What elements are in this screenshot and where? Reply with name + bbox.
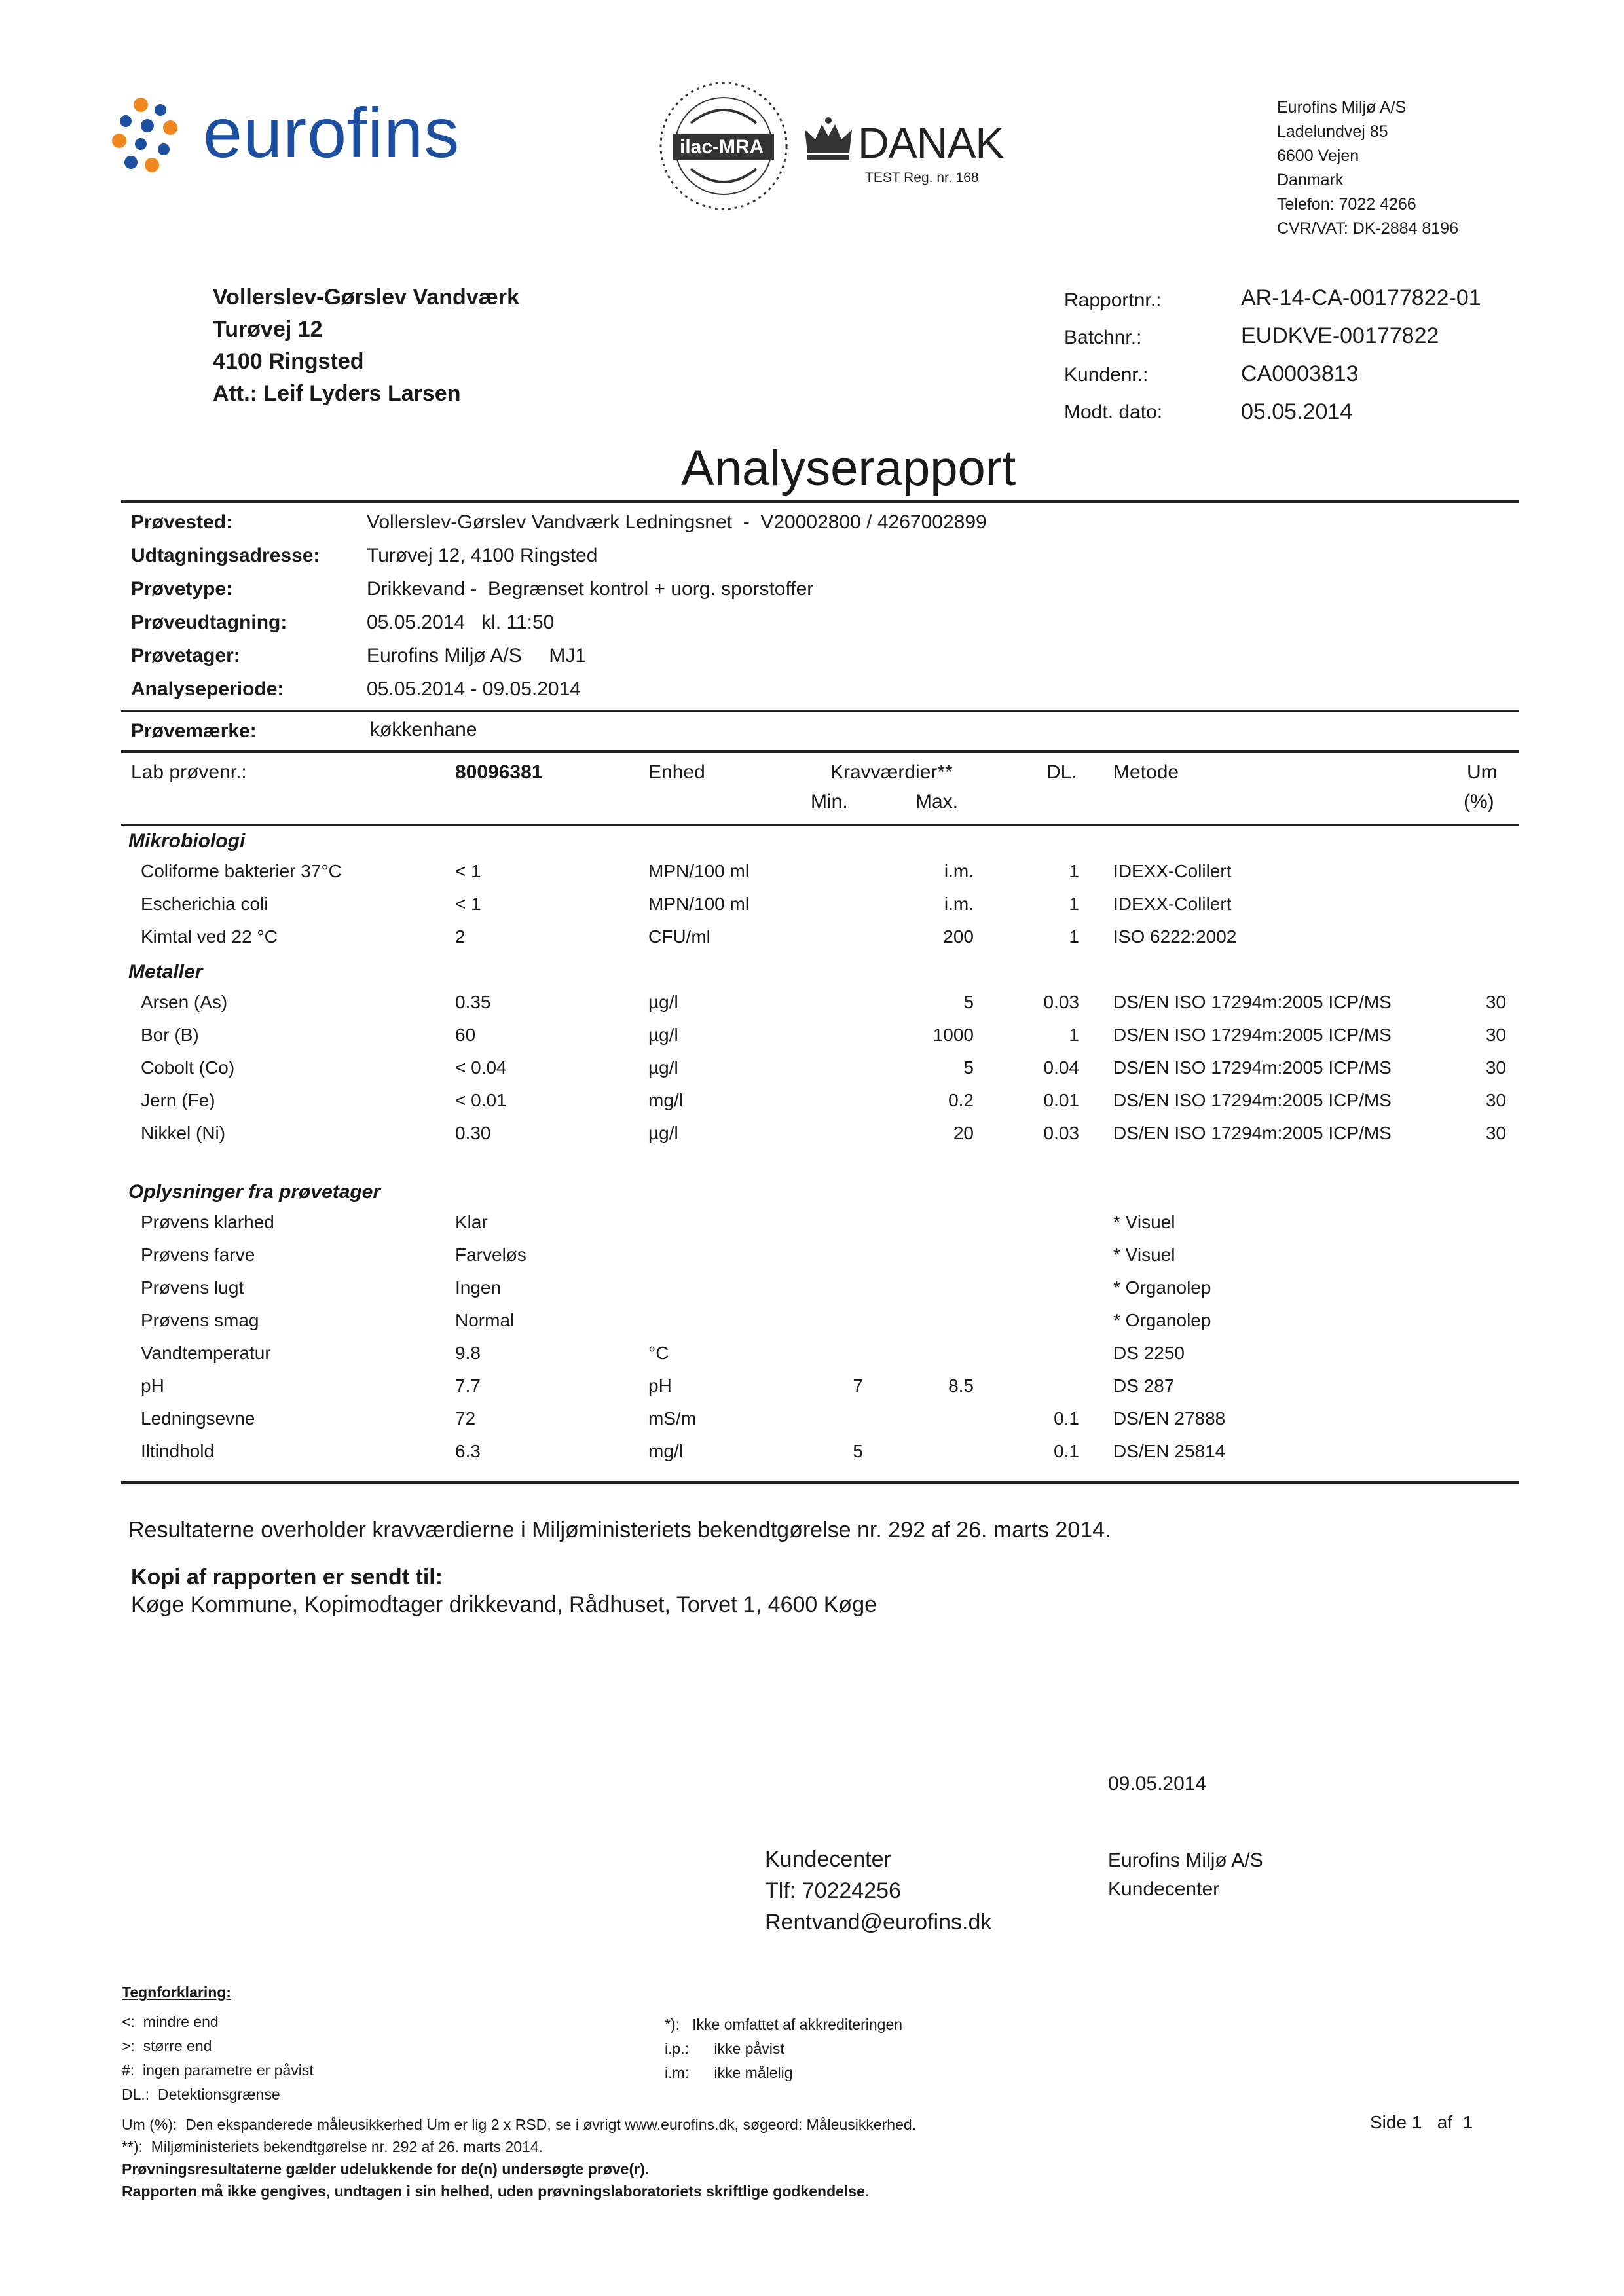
col-um-percent: (%) <box>1464 791 1494 812</box>
cell-name: Jern (Fe) <box>141 1090 215 1110</box>
contact-line: Kundecenter <box>765 1847 891 1872</box>
legend-title: Tegnforklaring: <box>122 1984 231 2001</box>
divider <box>121 710 1519 712</box>
cell-dl: 1 <box>1069 894 1079 914</box>
copy-recipients: Køge Kommune, Kopimodtager drikkevand, Rådhuset, Torvet 1, 4600 Køge <box>131 1592 877 1617</box>
cell-unit: pH <box>648 1376 672 1396</box>
page-number: Side 1 af 1 <box>1370 2112 1473 2132</box>
info-label: Prøvetype: <box>131 578 233 600</box>
received-date: 05.05.2014 <box>1241 399 1353 424</box>
cell-unit: µg/l <box>648 1057 678 1078</box>
company-line: Telefon: 7022 4266 <box>1277 195 1416 213</box>
cell-name: Bor (B) <box>141 1025 199 1045</box>
cell-value: < 0.01 <box>455 1090 507 1110</box>
cell-dl: 1 <box>1069 861 1079 881</box>
copy-title: Kopi af rapporten er sendt til: <box>131 1565 443 1590</box>
cell-dl: 0.01 <box>1043 1090 1079 1110</box>
cell-max: 0.2 <box>948 1090 974 1110</box>
cell-dl: 1 <box>1069 926 1079 947</box>
cell-name: Prøvens lugt <box>141 1277 244 1298</box>
cell-name: Escherichia coli <box>141 894 268 914</box>
cell-value: Farveløs <box>455 1245 526 1265</box>
cell-um: 30 <box>1485 1025 1506 1045</box>
recipient-line: Vollerslev-Gørslev Vandværk <box>213 285 520 310</box>
divider <box>121 750 1519 753</box>
col-lab-number: Lab prøvenr.: <box>131 761 247 783</box>
cell-name: Kimtal ved 22 °C <box>141 926 278 947</box>
cell-value: 0.30 <box>455 1123 491 1143</box>
company-address <box>1277 96 1458 241</box>
report-meta-values <box>1241 279 1481 431</box>
crown-icon <box>802 117 855 162</box>
cell-max: i.m. <box>944 861 974 881</box>
col-method: Metode <box>1113 761 1179 783</box>
sample-info-labels <box>131 505 320 706</box>
cell-method: DS 2250 <box>1113 1343 1185 1363</box>
sample-site: Vollerslev-Gørslev Vandværk Ledningsnet - V20002800 / 4267002899 <box>367 511 987 533</box>
danak-reg: TEST Reg. nr. 168 <box>865 170 979 185</box>
cell-name: Cobolt (Co) <box>141 1057 235 1078</box>
sample-marking-label: Prøvemærke: <box>131 720 257 742</box>
signature-line: Kundecenter <box>1108 1878 1220 1900</box>
cell-name: Coliforme bakterier 37°C <box>141 861 342 881</box>
cell-um: 30 <box>1485 992 1506 1012</box>
cell-value: < 1 <box>455 894 481 914</box>
legend-left <box>122 2010 314 2107</box>
report-number: AR-14-CA-00177822-01 <box>1241 285 1481 310</box>
cell-value: 6.3 <box>455 1441 481 1461</box>
ilac-mra-logo <box>655 77 792 215</box>
divider <box>121 1481 1519 1484</box>
company-line: CVR/VAT: DK-2884 8196 <box>1277 219 1458 238</box>
cell-method: * Visuel <box>1113 1212 1175 1232</box>
customer-number: CA0003813 <box>1241 361 1359 386</box>
eurofins-dots-icon <box>111 92 190 177</box>
section-title: Mikrobiologi <box>128 830 246 852</box>
cell-um: 30 <box>1485 1090 1506 1110</box>
company-line: 6600 Vejen <box>1277 147 1359 165</box>
cell-method: * Organolep <box>1113 1310 1211 1330</box>
cell-unit: µg/l <box>648 1025 678 1045</box>
meta-label: Batchnr.: <box>1064 327 1142 348</box>
cell-dl: 0.03 <box>1043 1123 1079 1143</box>
batch-number: EUDKVE-00177822 <box>1241 323 1439 348</box>
info-label: Prøvetager: <box>131 645 240 666</box>
sampler: Eurofins Miljø A/S MJ1 <box>367 645 587 666</box>
cell-method: IDEXX-Colilert <box>1113 894 1232 914</box>
cell-max: 8.5 <box>948 1376 974 1396</box>
danak-name: DANAK <box>858 118 1004 167</box>
contact-block <box>765 1844 991 1938</box>
legend-item: DL.: Detektionsgrænse <box>122 2086 280 2103</box>
sample-id: 80096381 <box>455 761 543 783</box>
cell-unit: mg/l <box>648 1090 683 1110</box>
cell-name: Vandtemperatur <box>141 1343 271 1363</box>
legend-item: i.p.: ikke påvist <box>665 2040 784 2057</box>
col-min: Min. <box>811 791 848 812</box>
col-limits: Kravværdier** <box>830 761 953 783</box>
company-line: Ladelundvej 85 <box>1277 122 1388 141</box>
cell-dl: 0.03 <box>1043 992 1079 1012</box>
cell-name: Arsen (As) <box>141 992 228 1012</box>
info-label: Udtagningsadresse: <box>131 545 320 566</box>
recipient-address <box>213 282 519 410</box>
sampling-address: Turøvej 12, 4100 Ringsted <box>367 545 598 566</box>
cell-name: Nikkel (Ni) <box>141 1123 226 1143</box>
col-um: Um <box>1467 761 1498 783</box>
cell-method: ISO 6222:2002 <box>1113 926 1237 947</box>
company-line: Danmark <box>1277 171 1344 189</box>
signature-block <box>1108 1846 1263 1904</box>
cell-max: 5 <box>963 992 974 1012</box>
recipient-line: 4100 Ringsted <box>213 349 364 374</box>
report-meta-labels <box>1064 282 1162 431</box>
cell-unit: µg/l <box>648 1123 678 1143</box>
cell-value: < 0.04 <box>455 1057 507 1078</box>
cell-method: DS/EN ISO 17294m:2005 ICP/MS <box>1113 1025 1392 1045</box>
footnote-reproduction: Rapporten må ikke gengives, undtagen i sin helhed, uden prøvningslaboratoriets skriftlige godkendelse. <box>122 2183 870 2200</box>
cell-min: 5 <box>853 1441 863 1461</box>
cell-method: * Visuel <box>1113 1245 1175 1265</box>
cell-max: 200 <box>943 926 974 947</box>
cell-name: Prøvens farve <box>141 1245 255 1265</box>
cell-max: 20 <box>953 1123 974 1143</box>
legend-right <box>665 2013 902 2085</box>
cell-name: pH <box>141 1376 164 1396</box>
cell-min: 7 <box>853 1376 863 1396</box>
cell-dl: 0.04 <box>1043 1057 1079 1078</box>
meta-label: Kundenr.: <box>1064 364 1149 386</box>
cell-unit: mS/m <box>648 1408 697 1429</box>
footnote-um: Um (%): Den ekspanderede måleusikkerhed Um er lig 2 x RSD, se i øvrigt www.eurofins.dk, søgeord: Måleusikkerhed. <box>122 2116 917 2133</box>
legend-item: i.m: ikke målelig <box>665 2064 793 2081</box>
report-date: 09.05.2014 <box>1108 1773 1207 1795</box>
col-dl: DL. <box>1046 761 1077 783</box>
signature-line: Eurofins Miljø A/S <box>1108 1850 1263 1871</box>
footnotes <box>122 2113 916 2202</box>
cell-unit: MPN/100 ml <box>648 861 750 881</box>
cell-method: DS/EN ISO 17294m:2005 ICP/MS <box>1113 1090 1392 1110</box>
page-title: Analyserapport <box>681 441 1016 496</box>
sample-info-values <box>367 505 987 706</box>
meta-label: Modt. dato: <box>1064 401 1163 423</box>
cell-method: DS/EN ISO 17294m:2005 ICP/MS <box>1113 1123 1392 1143</box>
cell-unit: mg/l <box>648 1441 683 1461</box>
cell-um: 30 <box>1485 1057 1506 1078</box>
recipient-line: Att.: Leif Lyders Larsen <box>213 381 461 406</box>
cell-method: DS/EN ISO 17294m:2005 ICP/MS <box>1113 992 1392 1012</box>
cell-value: 9.8 <box>455 1343 481 1363</box>
info-label: Prøvested: <box>131 511 233 533</box>
contact-email: Rentvand@eurofins.dk <box>765 1910 992 1935</box>
legend-item: <: mindre end <box>122 2013 219 2030</box>
section-title: Oplysninger fra prøvetager <box>128 1181 381 1203</box>
cell-unit: °C <box>648 1343 669 1363</box>
divider <box>121 824 1519 826</box>
legend-item: #: ingen parametre er påvist <box>122 2062 314 2079</box>
cell-value: 0.35 <box>455 992 491 1012</box>
recipient-line: Turøvej 12 <box>213 317 323 342</box>
cell-um: 30 <box>1485 1123 1506 1143</box>
sampling-time: 05.05.2014 kl. 11:50 <box>367 611 555 633</box>
cell-unit: CFU/ml <box>648 926 710 947</box>
cell-unit: µg/l <box>648 992 678 1012</box>
cell-unit: MPN/100 ml <box>648 894 750 914</box>
cell-method: DS/EN ISO 17294m:2005 ICP/MS <box>1113 1057 1392 1078</box>
cell-dl: 1 <box>1069 1025 1079 1045</box>
cell-value: 60 <box>455 1025 476 1045</box>
cell-method: DS/EN 27888 <box>1113 1408 1226 1429</box>
divider <box>121 500 1519 503</box>
cell-name: Iltindhold <box>141 1441 215 1461</box>
cell-value: < 1 <box>455 861 481 881</box>
cell-name: Ledningsevne <box>141 1408 255 1429</box>
eurofins-logo <box>111 92 491 177</box>
legend-item: *): Ikke omfattet af akkrediteringen <box>665 2016 903 2033</box>
company-line: Eurofins Miljø A/S <box>1277 98 1407 117</box>
info-label: Analyseperiode: <box>131 678 284 700</box>
cell-value: Normal <box>455 1310 515 1330</box>
footnote-validity: Prøvningsresultaterne gælder udelukkende for de(n) undersøgte prøve(r). <box>122 2160 650 2178</box>
contact-phone: Tlf: 70224256 <box>765 1878 901 1903</box>
cell-name: Prøvens klarhed <box>141 1212 274 1232</box>
col-unit: Enhed <box>648 761 705 783</box>
cell-max: 5 <box>963 1057 974 1078</box>
cell-value: Ingen <box>455 1277 502 1298</box>
cell-max: 1000 <box>932 1025 974 1045</box>
cell-value: Klar <box>455 1212 488 1232</box>
cell-method: IDEXX-Colilert <box>1113 861 1232 881</box>
sample-marking-value: køkkenhane <box>370 719 477 740</box>
cell-max: i.m. <box>944 894 974 914</box>
cell-value: 2 <box>455 926 466 947</box>
conclusion-text: Resultaterne overholder kravværdierne i Miljøministeriets bekendtgørelse nr. 292 af 26. marts 2014. <box>128 1518 1111 1542</box>
cell-value: 72 <box>455 1408 476 1429</box>
cell-value: 7.7 <box>455 1376 481 1396</box>
meta-label: Rapportnr.: <box>1064 289 1162 311</box>
cell-method: DS/EN 25814 <box>1113 1441 1226 1461</box>
cell-method: * Organolep <box>1113 1277 1211 1298</box>
cell-method: DS 287 <box>1113 1376 1175 1396</box>
cell-dl: 0.1 <box>1054 1408 1079 1429</box>
legend-item: >: større end <box>122 2037 212 2054</box>
sample-type: Drikkevand - Begrænset kontrol + uorg. sporstoffer <box>367 578 814 600</box>
info-label: Prøveudtagning: <box>131 611 287 633</box>
danak-logo <box>802 111 1018 210</box>
cell-name: Prøvens smag <box>141 1310 259 1330</box>
footnote-regulation: **): Miljøministeriets bekendtgørelse nr. 292 af 26. marts 2014. <box>122 2138 544 2155</box>
ilac-text: ilac-MRA <box>680 136 764 158</box>
col-max: Max. <box>915 791 959 812</box>
brand-name: eurofins <box>203 93 460 172</box>
analysis-period: 05.05.2014 - 09.05.2014 <box>367 678 581 700</box>
cell-dl: 0.1 <box>1054 1441 1079 1461</box>
section-title: Metaller <box>128 961 203 983</box>
